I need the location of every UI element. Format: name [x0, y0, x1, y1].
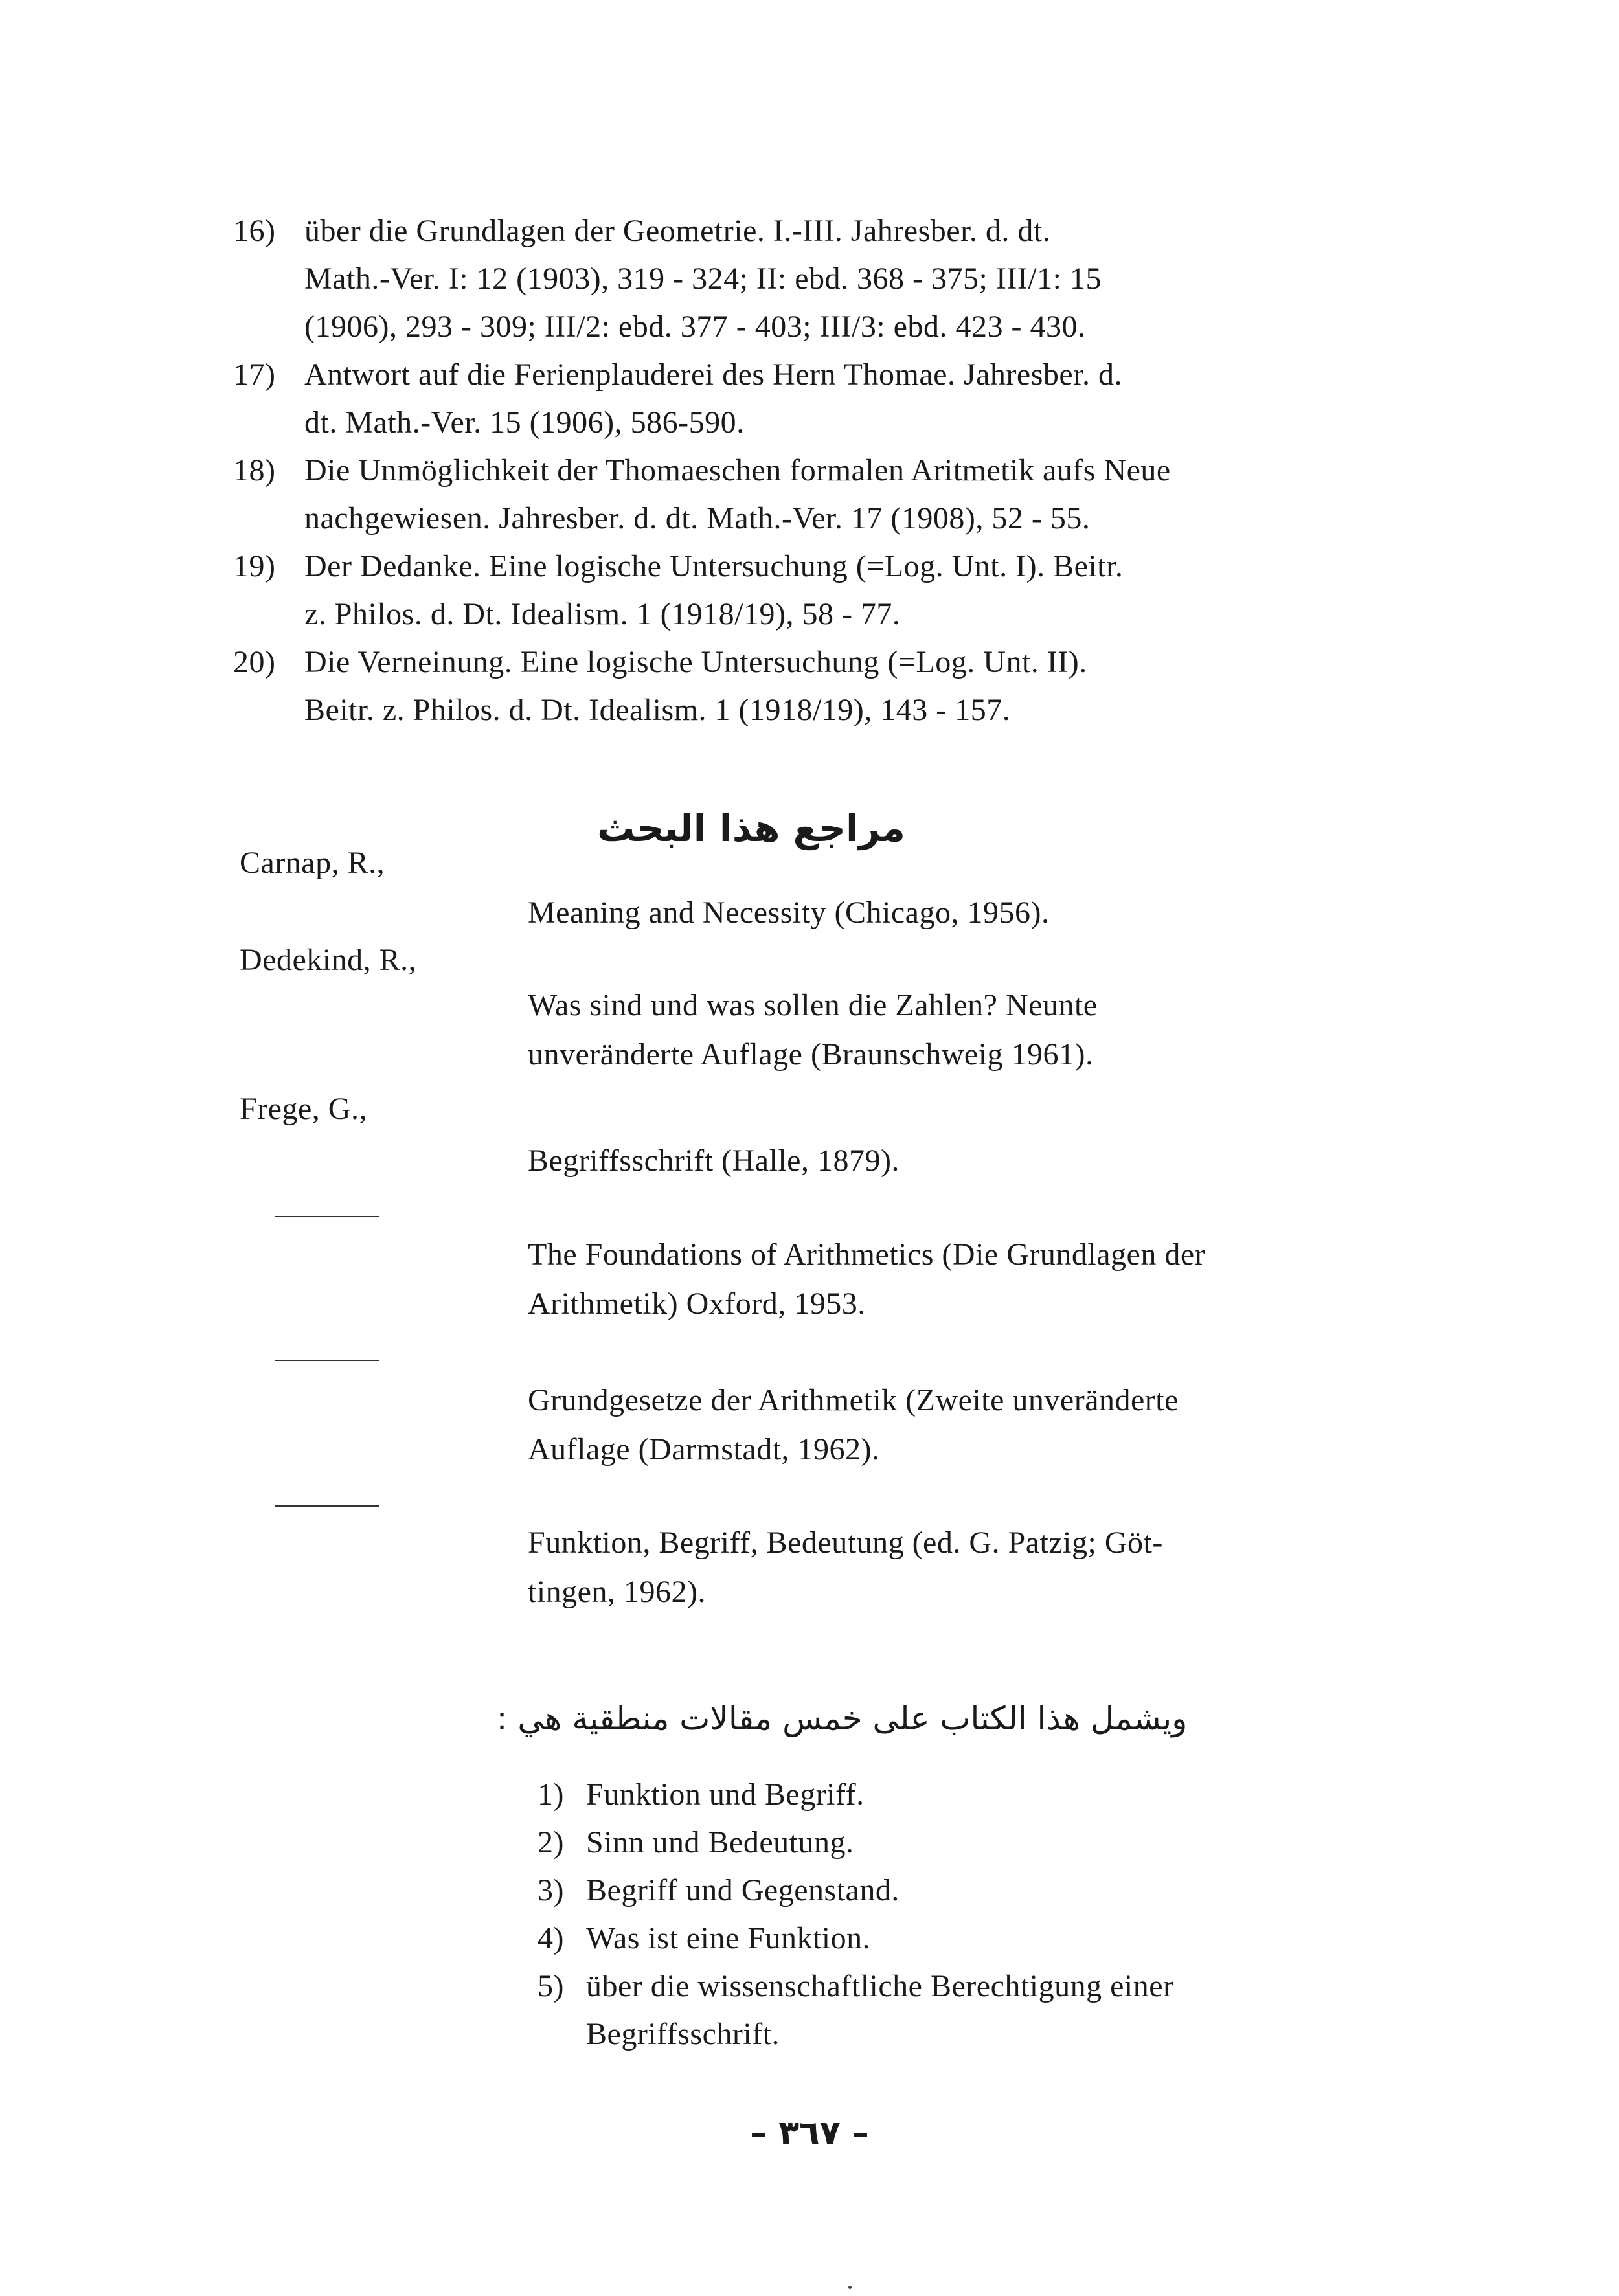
- work-line: Begriffsschrift (Halle, 1879).: [528, 1143, 900, 1178]
- reference-line: Math.-Ver. I: 12 (1903), 319 - 324; II: ebd. 368 - 375; III/1: 15: [304, 262, 1102, 296]
- reference-line: Die Unmöglichkeit der Thomaeschen formalen Aritmetik aufs Neue: [304, 453, 1171, 488]
- reference-line: Beitr. z. Philos. d. Dt. Idealism. 1 (1918/19), 143 - 157.: [304, 693, 1011, 727]
- work-was-sind-zahlen: [528, 981, 1305, 1079]
- reference-item-17: [233, 351, 1302, 447]
- work-grundgesetze: [528, 1376, 1305, 1474]
- work-line: Funktion, Begriff, Bedeutung (ed. G. Patzig; Göt-: [528, 1525, 1163, 1560]
- book-contents-intro: ويشمل هذا الكتاب على خمس مقالات منطقية هي :: [496, 1700, 1188, 1737]
- reference-item-16: [233, 207, 1302, 351]
- reference-line: über die Grundlagen der Geometrie. I.-III. Jahresber. d. dt.: [304, 214, 1051, 248]
- article-number: 5): [538, 1969, 564, 2003]
- article-title: Begriffsschrift.: [586, 2017, 780, 2051]
- reference-line: Die Verneinung. Eine logische Untersuchung (=Log. Unt. II).: [304, 645, 1087, 679]
- work-line: Meaning and Necessity (Chicago, 1956).: [528, 895, 1050, 930]
- article-item: [538, 1771, 1315, 1819]
- reference-number: 17): [233, 357, 276, 392]
- author-dedekind: Dedekind, R.,: [240, 943, 417, 977]
- author-frege: Frege, G.,: [240, 1092, 367, 1126]
- reference-line: Antwort auf die Ferienplauderei des Hern Thomae. Jahresber. d.: [304, 357, 1123, 392]
- work-funktion-begriff-bedeutung: [528, 1518, 1305, 1617]
- work-meaning-and-necessity: [528, 888, 1305, 938]
- reference-number: 20): [233, 645, 276, 679]
- reference-number: 16): [233, 214, 276, 248]
- bibliography-heading: مراجع هذا البحث: [597, 806, 905, 850]
- ditto-dash: [275, 1360, 379, 1361]
- article-number: 4): [538, 1921, 564, 1955]
- reference-list: [233, 207, 1302, 734]
- article-item: [538, 1915, 1315, 1963]
- work-line: Arithmetik) Oxford, 1953.: [528, 1287, 866, 1321]
- work-begriffsschrift: [528, 1136, 1305, 1186]
- article-item: [538, 1819, 1315, 1867]
- reference-item-19: [233, 543, 1302, 638]
- ditto-dash: [275, 1505, 379, 1507]
- article-number: 2): [538, 1825, 564, 1860]
- work-line: The Foundations of Arithmetics (Die Grundlagen der: [528, 1237, 1206, 1272]
- article-item: [538, 1867, 1315, 1915]
- article-title: Funktion und Begriff.: [586, 1777, 865, 1812]
- work-line: Was sind und was sollen die Zahlen? Neunte: [528, 988, 1098, 1022]
- work-foundations-of-arithmetics: [528, 1230, 1305, 1329]
- article-number: 1): [538, 1777, 564, 1812]
- article-title: Sinn und Bedeutung.: [586, 1825, 854, 1860]
- article-number: 3): [538, 1873, 564, 1908]
- work-line: Auflage (Darmstadt, 1962).: [528, 1432, 880, 1467]
- article-title: Begriff und Gegenstand.: [586, 1873, 900, 1908]
- work-line: Grundgesetze der Arithmetik (Zweite unveränderte: [528, 1383, 1179, 1417]
- work-line: unveränderte Auflage (Braunschweig 1961).: [528, 1037, 1094, 1072]
- reference-line: z. Philos. d. Dt. Idealism. 1 (1918/19), 58 - 77.: [304, 597, 901, 631]
- reference-line: Der Dedanke. Eine logische Untersuchung (=Log. Unt. I). Beitr.: [304, 549, 1124, 583]
- reference-number: 18): [233, 453, 276, 488]
- page-number: – ٣٦٧ –: [750, 2114, 869, 2153]
- ditto-dash: [275, 1216, 379, 1217]
- article-title: über die wissenschaftliche Berechtigung einer: [586, 1969, 1174, 2003]
- author-carnap: Carnap, R.,: [240, 846, 385, 880]
- reference-number: 19): [233, 549, 276, 583]
- reference-item-18: [233, 447, 1302, 543]
- reference-line: (1906), 293 - 309; III/2: ebd. 377 - 403; III/3: ebd. 423 - 430.: [304, 310, 1086, 344]
- work-line: tingen, 1962).: [528, 1575, 706, 1609]
- stray-dot: [848, 2286, 852, 2289]
- reference-line: dt. Math.-Ver. 15 (1906), 586-590.: [304, 405, 745, 440]
- reference-item-20: [233, 638, 1302, 734]
- reference-line: nachgewiesen. Jahresber. d. dt. Math.-Ver. 17 (1908), 52 - 55.: [304, 501, 1091, 535]
- article-list: [538, 1771, 1315, 2058]
- article-title: Was ist eine Funktion.: [586, 1921, 871, 1955]
- article-item: [538, 1963, 1315, 2058]
